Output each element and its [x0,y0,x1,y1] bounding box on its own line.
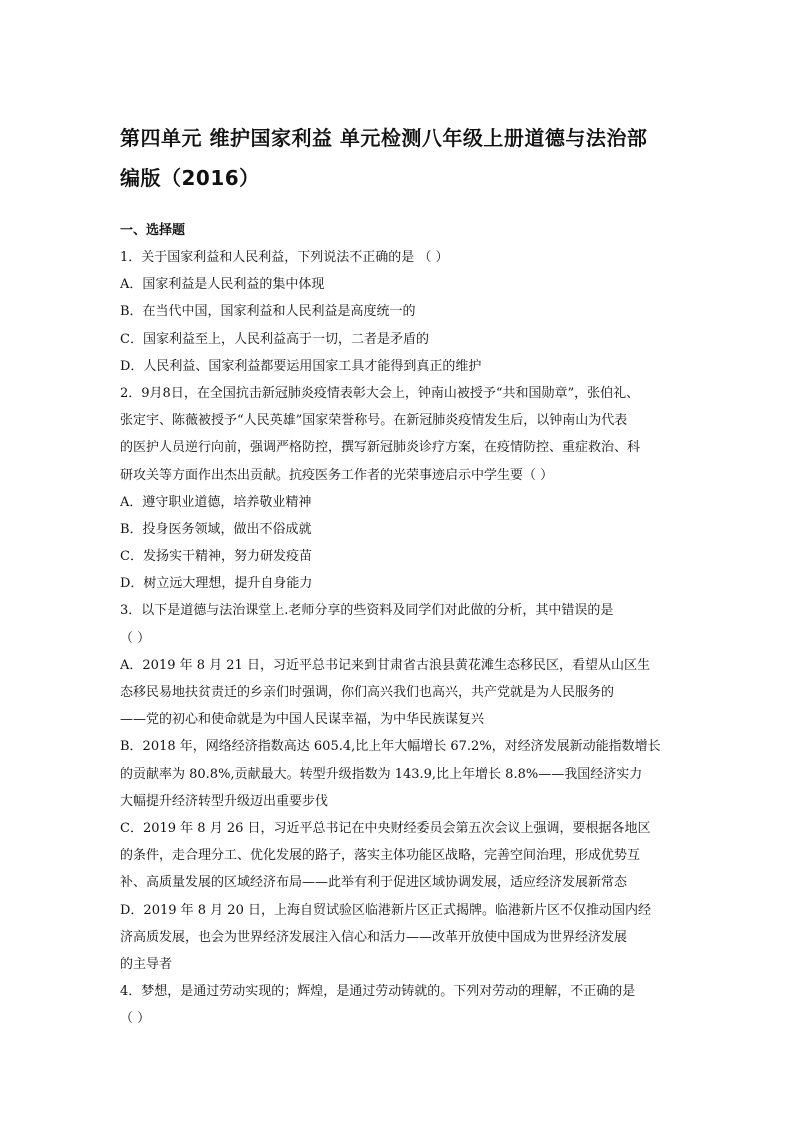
text-line: B．2018 年，网络经济指数高达 605.4,比上年大幅增长 67.2%，对经济发展新动能指数增长 [120,739,661,755]
text-line: 的贡献率为 80.8%,贡献最大。转型升级指数为 143.9,比上年增长 8.8%——我国经济实力 [120,766,643,782]
text-line: 济高质发展，也会为世界经济发展注入信心和活力——改革开放使中国成为世界经济发展 [120,929,628,945]
text-line: 2．9月8日，在全国抗击新冠肺炎疫情表彰大会上，钟南山被授予“共和国勋章”，张伯礼、 [120,385,640,401]
text-line: （ ） [120,630,151,646]
text-line: C．2019 年 8 月 26 日，习近平总书记在中央财经委员会第五次会议上强调，要根据各地区 [120,820,651,836]
text-line: 4．梦想，是通过劳动实现的；辉煌，是通过劳动铸就的。下列对劳动的理解，不正确的是 [120,984,636,1000]
section-heading: 一、选择题 [120,223,186,238]
text-line: B．在当代中国，国家利益和人民利益是高度统一的 [120,304,416,320]
text-line: 的条件，走合理分工、优化发展的路子，落实主体功能区战略，完善空间治理，形成优势互 [120,848,641,864]
text-line: 1．关于国家利益和人民利益，下列说法不正确的是 （ ） [120,250,449,265]
text-line: D．2019 年 8 月 20 日，上海自贸试验区临港新片区正式揭牌。临港新片区不仅推动国内经 [120,902,651,918]
text-line: 研攻关等方面作出杰出贡献。抗疫医务工作者的光荣事迹启示中学生要（ ） [120,467,554,483]
text-line: 态移民易地扶贫责迁的乡亲们时强调，你们高兴我们也高兴，共产党就是为人民服务的 [120,685,615,700]
title-line: 第四单元 维护国家利益 单元检测八年级上册道德与法治部 [120,126,648,150]
text-line: 大幅提升经济转型升级迈出重要步伐 [120,793,329,809]
text-line: ——党的初心和使命就是为中国人民谋幸福，为中华民族谋复兴 [120,712,485,728]
text-line: 张定宇、陈薇被授予“人民英雄”国家荣誉称号。在新冠肺炎疫情发生后，以钟南山为代表 [120,413,628,429]
text-line: B．投身医务领域，做出不俗成就 [120,521,312,537]
text-line: D．人民利益、国家利益都要运用国家工具才能得到真正的维护 [120,358,482,374]
title-line: 编版（2016） [120,166,260,190]
text-line: 补、高质量发展的区域经济布局——此举有利于促进区域协调发展，适应经济发展新常态 [120,875,628,891]
question-body [120,244,680,1032]
text-line: A．2019 年 8 月 21 日，习近平总书记来到甘肃省古浪县黄花滩生态移民区，看望从山区生 [120,657,650,673]
text-line: A．国家利益是人民利益的集中体现 [120,277,325,293]
text-line: （ ） [120,1011,151,1027]
document-title [120,118,680,198]
text-line: A．遵守职业道德，培养敬业精神 [120,494,312,510]
text-line: 的医护人员逆行向前，强调严格防控，撰写新冠肺炎诊疗方案，在疫情防控、重症救治、科 [120,440,641,456]
text-line: D．树立远大理想，提升自身能力 [120,576,313,592]
text-line: 3．以下是道德与法治课堂上.老师分享的些资料及同学们对此做的分析，其中错误的是 [120,603,614,619]
text-line: 的主导者 [120,956,173,972]
text-line: C．国家利益至上，人民利益高于一切，二者是矛盾的 [120,331,429,347]
text-line: C．发扬实干精神，努力研发疫苗 [120,549,312,565]
